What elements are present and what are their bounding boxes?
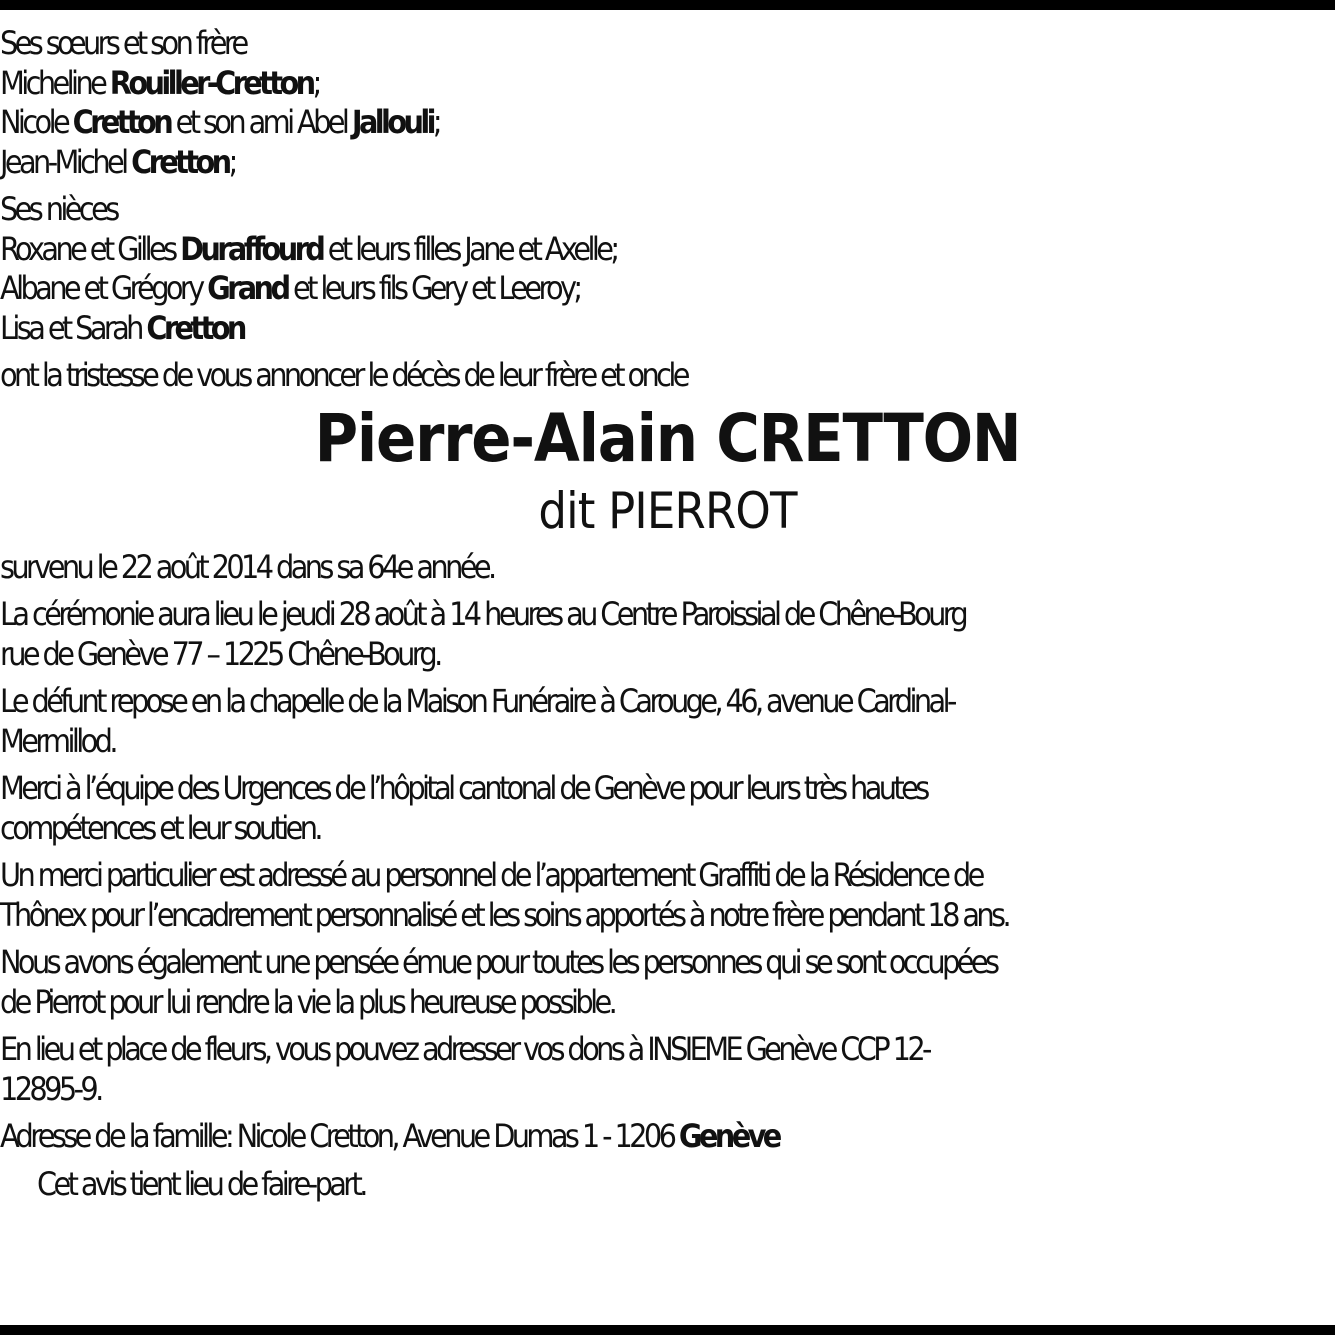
sibling-last-name: Rouiller-Cretton <box>109 63 313 102</box>
niece-end: et leurs filles Jane et Axelle; <box>322 229 617 268</box>
niece-first-names: Lisa et Sarah <box>0 308 147 347</box>
announcement-text: ont la tristesse de vous annoncer le décès de leur frère et oncle <box>0 356 687 394</box>
ceremony-line: La cérémonie aura lieu le jeudi 28 août à 14 heures au Centre Paroissial de Chêne-Bourg <box>0 595 966 633</box>
niece-line <box>0 309 1335 349</box>
donation-paragraph <box>0 1030 1335 1109</box>
ceremony-paragraph <box>0 595 1335 674</box>
address-text: Adresse de la famille: Nicole Cretton, Avenue Dumas 1 - 1206 <box>0 1117 679 1155</box>
sibling-end: ; <box>432 103 440 141</box>
donation-line: 12895-9. <box>0 1069 101 1108</box>
thought-paragraph <box>0 943 1335 1022</box>
thought-line: de Pierrot pour lui rendre la vie la plus heureuse possible. <box>0 982 615 1021</box>
sibling-end: ; <box>312 63 319 102</box>
deceased-name: Pierre-Alain CRETTON <box>314 399 1021 477</box>
thanks-line: Merci à l’équipe des Urgences de l’hôpital cantonal de Genève pour leurs très hautes <box>0 769 927 807</box>
sibling-partner-text: et son ami Abel <box>170 103 352 141</box>
nieces-heading: Ses nièces <box>0 190 117 228</box>
address-city: Genève <box>678 1117 779 1155</box>
obituary-notice <box>0 24 1335 1204</box>
siblings-heading: Ses sœurs et son frère <box>0 24 246 62</box>
niece-last-name: Cretton <box>146 308 244 347</box>
sibling-last-name: Cretton <box>131 142 229 181</box>
niece-last-name: Duraffourd <box>180 229 323 268</box>
niece-line <box>0 230 1335 270</box>
niece-line <box>0 269 1335 309</box>
niece-end: et leurs fils Gery et Leeroy; <box>287 269 580 307</box>
sibling-line <box>0 143 1335 183</box>
niece-last-name: Grand <box>207 269 288 307</box>
sibling-line <box>0 64 1335 104</box>
thanks-line: compétences et leur soutien. <box>0 808 320 847</box>
ceremony-line: rue de Genève 77 – 1225 Chêne-Bourg. <box>0 634 440 673</box>
bottom-rule <box>0 1325 1335 1335</box>
sibling-first-name: Jean-Michel <box>0 142 132 181</box>
special-thanks-line: Un merci particulier est adressé au personnel de l’appartement Graffiti de la Résidence de <box>0 856 982 894</box>
sibling-line <box>0 103 1335 143</box>
sibling-last-name: Cretton <box>72 103 171 141</box>
death-date-text: survenu le 22 août 2014 dans sa 64e année. <box>0 547 494 586</box>
deceased-nickname: dit PIERROT <box>538 481 797 540</box>
nieces-block <box>0 190 1335 348</box>
thanks-paragraph <box>0 769 1335 848</box>
repose-line: Le défunt repose en la chapelle de la Maison Funéraire à Carouge, 46, avenue Cardinal- <box>0 682 954 720</box>
sibling-first-name: Nicole <box>0 103 73 141</box>
repose-line: Mermillod. <box>0 721 115 760</box>
siblings-block <box>0 24 1335 182</box>
thought-line: Nous avons également une pensée émue pour toutes les personnes qui se sont occupées <box>0 943 997 981</box>
special-thanks-paragraph <box>0 856 1335 935</box>
niece-first-names: Albane et Grégory <box>0 269 208 307</box>
special-thanks-line: Thônex pour l’encadrement personnalisé et les soins apportés à notre frère pendant 18 ans. <box>0 895 1008 934</box>
closing-text: Cet avis tient lieu de faire-part. <box>37 1164 365 1203</box>
niece-first-names: Roxane et Gilles <box>0 229 181 268</box>
sibling-first-name: Micheline <box>0 63 110 102</box>
sibling-partner-last-name: Jallouli <box>351 103 433 141</box>
repose-paragraph <box>0 682 1335 761</box>
donation-line: En lieu et place de fleurs, vous pouvez adresser vos dons à INSIEME Genève CCP 12- <box>0 1030 929 1068</box>
top-rule <box>0 0 1335 10</box>
sibling-end: ; <box>228 142 235 181</box>
family-address <box>0 1117 1335 1157</box>
